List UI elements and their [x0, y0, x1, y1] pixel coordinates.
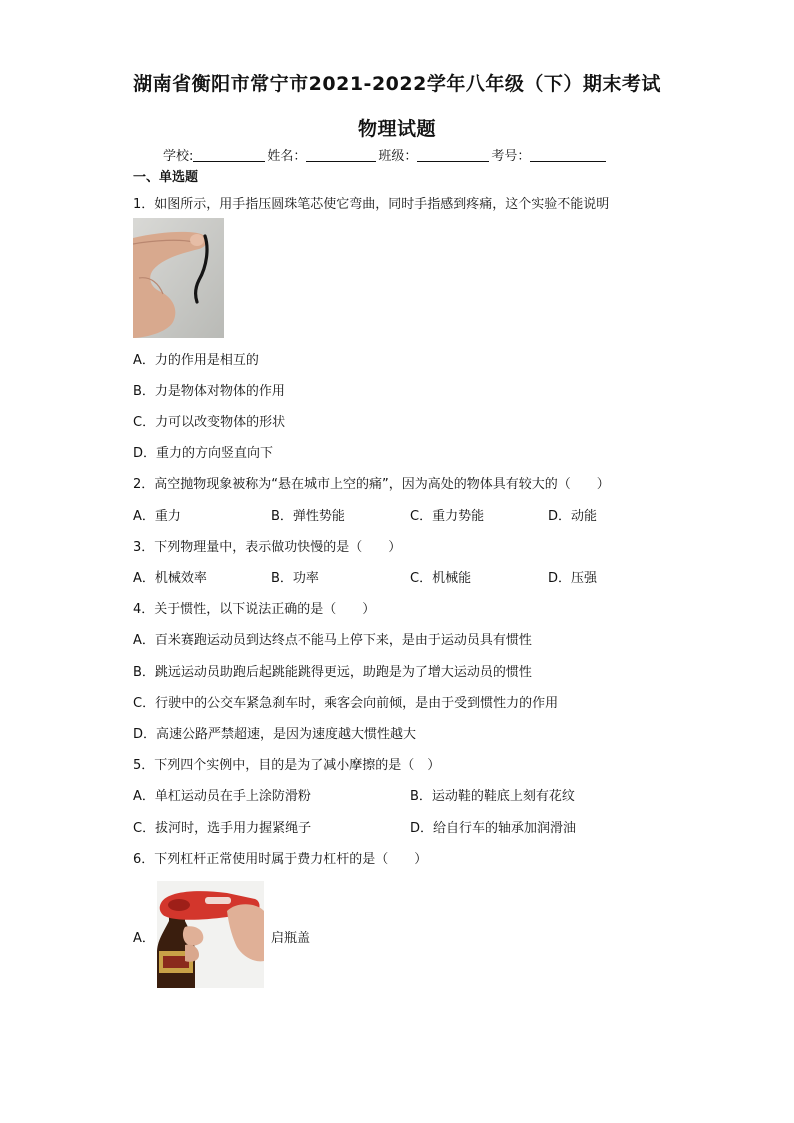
q3-option-c: C．机械能: [410, 571, 472, 586]
section-title: 一、单选题: [133, 170, 199, 185]
q1-stem: 1．如图所示，用手指压圆珠笔芯使它弯曲，同时手指感到疼痛，这个实验不能说明: [133, 197, 610, 212]
class-blank: [417, 149, 489, 162]
q5-option-b: B．运动鞋的鞋底上刻有花纹: [410, 789, 575, 804]
name-label: 姓名：: [267, 149, 307, 164]
q5-option-a: A．单杠运动员在手上涂防滑粉: [133, 789, 311, 804]
q5-option-c: C．拔河时，选手用力握紧绳子: [133, 821, 312, 836]
school-blank: [193, 149, 265, 162]
q1-option-d: D．重力的方向竖直向下: [133, 446, 274, 461]
q4-option-b: B．跳远运动员助跑后起跳能跳得更远，助跑是为了增大运动员的惯性: [133, 665, 532, 680]
class-label: 班级：: [378, 149, 418, 164]
q4-option-a: A．百米赛跑运动员到达终点不能马上停下来，是由于运动员具有惯性: [133, 633, 532, 648]
q5-stem: 5．下列四个实例中，目的是为了减小摩擦的是（ ）: [133, 758, 441, 773]
q3-stem: 3．下列物理量中，表示做功快慢的是（ ）: [133, 540, 402, 555]
q6-option-a-text: 启瓶盖: [271, 931, 311, 946]
school-label: 学校:: [163, 149, 194, 164]
q3-option-d: D．压强: [548, 571, 598, 586]
q2-option-b: B．弹性势能: [271, 509, 345, 524]
name-blank: [306, 149, 376, 162]
q1-option-b: B．力是物体对物体的作用: [133, 384, 285, 399]
exam-title: 湖南省衡阳市常宁市2021-2022学年八年级（下）期末考试: [133, 73, 661, 95]
id-blank: [530, 149, 606, 162]
q3-option-b: B．功率: [271, 571, 319, 586]
q1-option-c: C．力可以改变物体的形状: [133, 415, 286, 430]
student-info-line: [163, 145, 608, 164]
q1-option-a: A．力的作用是相互的: [133, 353, 259, 368]
bottle-opener-image: [157, 881, 264, 988]
exam-subject: 物理试题: [357, 118, 436, 140]
q5-option-d: D．给自行车的轴承加润滑油: [410, 821, 577, 836]
q6-option-a-label: A．: [133, 931, 155, 946]
id-label: 考号：: [491, 149, 531, 164]
q2-option-a: A．重力: [133, 509, 181, 524]
q2-option-d: D．动能: [548, 509, 598, 524]
q4-option-c: C．行驶中的公交车紧急刹车时，乘客会向前倾，是由于受到惯性力的作用: [133, 696, 559, 711]
q2-option-c: C．重力势能: [410, 509, 485, 524]
finger-pressing-pen-refill-image: [133, 218, 224, 338]
q3-option-a: A．机械效率: [133, 571, 207, 586]
q4-stem: 4．关于惯性，以下说法正确的是（ ）: [133, 602, 376, 617]
q6-stem: 6．下列杠杆正常使用时属于费力杠杆的是（ ）: [133, 852, 428, 867]
q4-option-d: D．高速公路严禁超速，是因为速度越大惯性越大: [133, 727, 417, 742]
q2-stem: 2．高空抛物现象被称为“悬在城市上空的痛”，因为高处的物体具有较大的（ ）: [133, 477, 610, 492]
